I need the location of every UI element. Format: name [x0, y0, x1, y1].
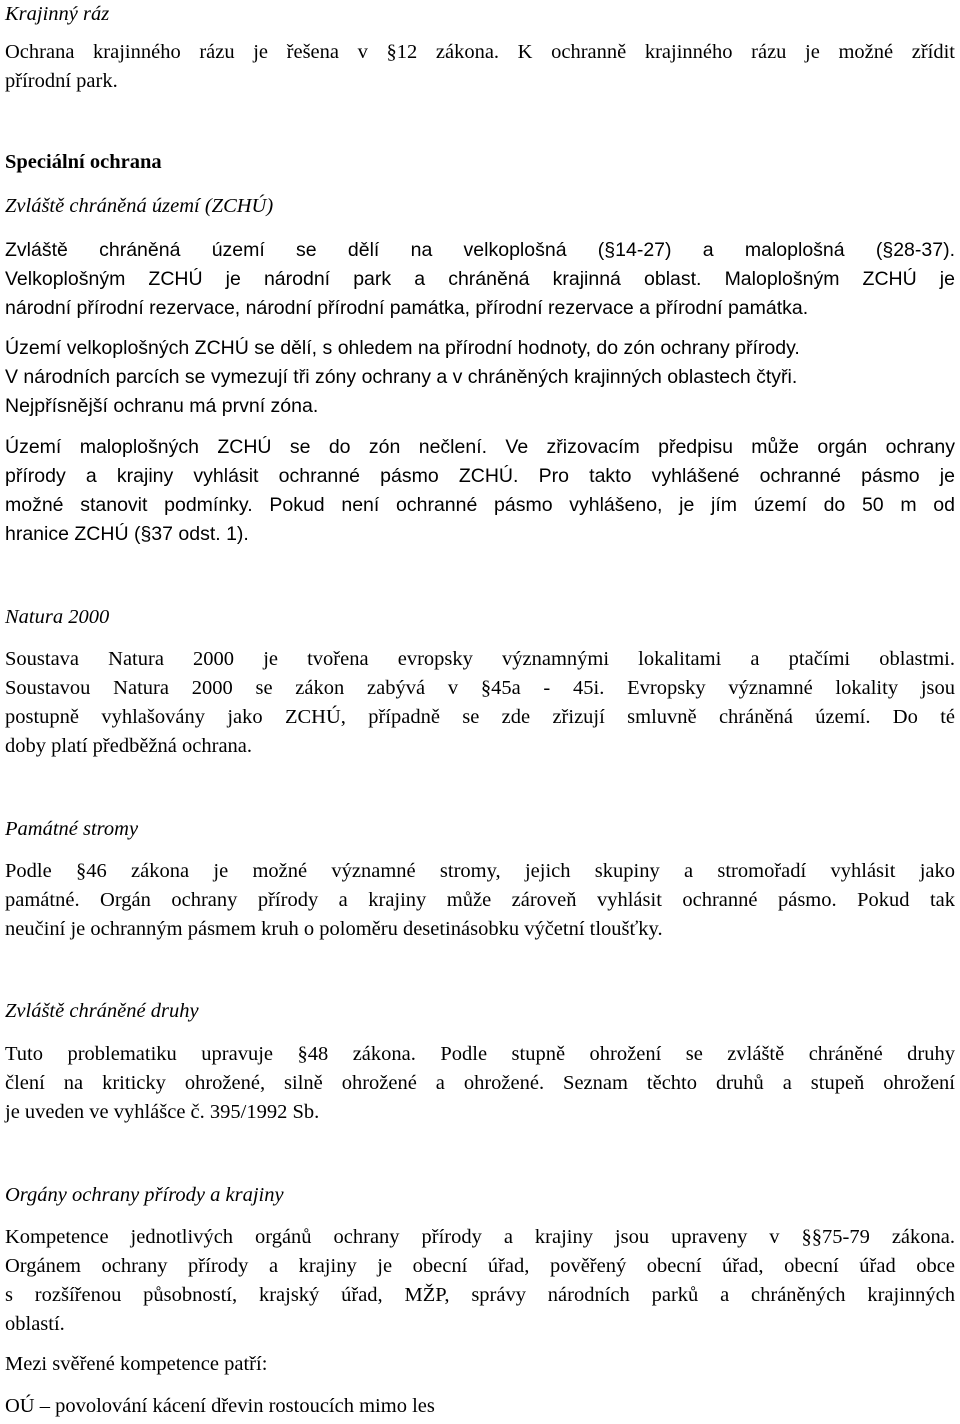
- paragraph-line: postupně vyhlašovány jako ZCHÚ, případně se zde zřizují smluvně chráněná území. Do té: [5, 706, 955, 728]
- paragraph-line: přírodní park.: [5, 70, 118, 92]
- paragraph-line: Orgánem ochrany přírody a krajiny je obecní úřad, pověřený obecní úřad, obecní úřad obce: [5, 1255, 955, 1277]
- paragraph-line: národní přírodní rezervace, národní přírodní památka, přírodní rezervace a přírodní památka.: [5, 297, 809, 319]
- subheading-zchu: Zvláště chráněná území (ZCHÚ): [5, 195, 274, 217]
- heading-zvlaste-chranene-druhy: Zvláště chráněné druhy: [5, 1000, 199, 1022]
- paragraph-line: Podle §46 zákona je možné významné stromy, jejich skupiny a stromořadí vyhlásit jako: [5, 860, 955, 882]
- paragraph-line: Ochrana krajinného rázu je řešena v §12 zákona. K ochranně krajinného rázu je možné zřídit: [5, 41, 955, 63]
- paragraph-line: přírody a krajiny vyhlásit ochranné pásmo ZCHÚ. Pro takto vyhlášené ochranné pásmo je: [5, 465, 955, 487]
- paragraph-line: doby platí předběžná ochrana.: [5, 735, 253, 757]
- paragraph-line: V národních parcích se vymezují tři zóny ochrany a v chráněných krajinných oblastech čtyři.: [5, 366, 798, 388]
- paragraph-line: možné stanovit podmínky. Pokud není ochranné pásmo vyhlášeno, je jím území do 50 m od: [5, 494, 955, 516]
- paragraph-line: Území velkoplošných ZCHÚ se dělí, s ohledem na přírodní hodnoty, do zón ochrany přírody.: [5, 337, 800, 359]
- heading-specialni-ochrana: Speciální ochrana: [5, 151, 162, 173]
- paragraph-line: Soustava Natura 2000 je tvořena evropsky významnými lokalitami a ptačími oblastmi.: [5, 648, 955, 670]
- list-item: OÚ – povolování kácení dřevin rostoucích mimo les: [5, 1395, 435, 1417]
- heading-natura-2000: Natura 2000: [5, 606, 110, 628]
- paragraph-line: Nejpřísnější ochranu má první zóna.: [5, 395, 319, 417]
- paragraph-line: neučiní je ochranným pásmem kruh o poloměru desetinásobku výčetní tloušťky.: [5, 918, 663, 940]
- paragraph-line: Soustavou Natura 2000 se zákon zabývá v §45a - 45i. Evropsky významné lokality jsou: [5, 677, 955, 699]
- heading-pamatne-stromy: Památné stromy: [5, 818, 139, 840]
- paragraph-line: Mezi svěřené kompetence patří:: [5, 1353, 268, 1375]
- paragraph-line: je uveden ve vyhlášce č. 395/1992 Sb.: [5, 1101, 320, 1123]
- paragraph-line: památné. Orgán ochrany přírody a krajiny může zároveň vyhlásit ochranné pásmo. Pokud tak: [5, 889, 955, 911]
- paragraph-line: Zvláště chráněná území se dělí na velkoplošná (§14-27) a maloplošná (§28-37).: [5, 239, 955, 261]
- paragraph-line: Kompetence jednotlivých orgánů ochrany přírody a krajiny jsou upraveny v §§75-79 zákona.: [5, 1226, 955, 1248]
- paragraph-line: hranice ZCHÚ (§37 odst. 1).: [5, 523, 249, 545]
- heading-krajinny-raz: Krajinný ráz: [5, 3, 110, 25]
- heading-organy-ochrany: Orgány ochrany přírody a krajiny: [5, 1184, 284, 1206]
- paragraph-line: člení na kriticky ohrožené, silně ohrožené a ohrožené. Seznam těchto druhů a stupeň ohrožení: [5, 1072, 955, 1094]
- paragraph-line: Tuto problematiku upravuje §48 zákona. Podle stupně ohrožení se zvláště chráněné druhy: [5, 1043, 955, 1065]
- paragraph-line: Velkoplošným ZCHÚ je národní park a chráněná krajinná oblast. Maloplošným ZCHÚ je: [5, 268, 955, 290]
- paragraph-line: s rozšířenou působností, krajský úřad, MŽP, správy národních parků a chráněných krajinných: [5, 1284, 955, 1306]
- paragraph-line: oblastí.: [5, 1313, 65, 1335]
- paragraph-line: Území maloplošných ZCHÚ se do zón nečlení. Ve zřizovacím předpisu může orgán ochrany: [5, 436, 955, 458]
